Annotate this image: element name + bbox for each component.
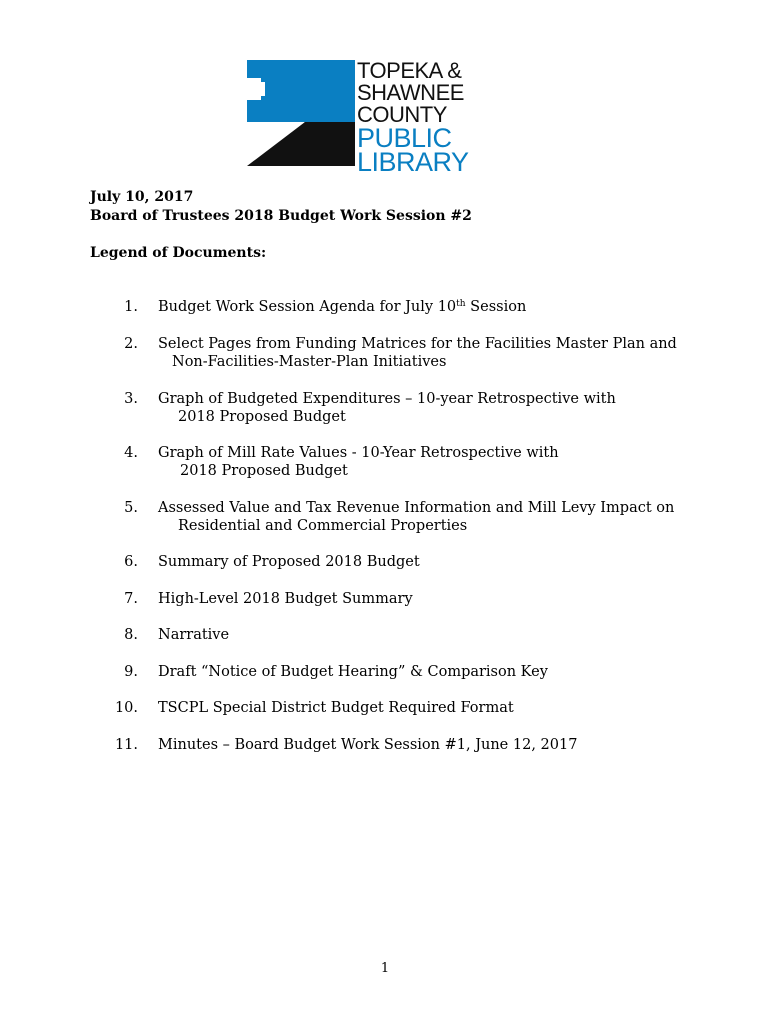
logo-line-2: SHAWNEE [357, 80, 464, 105]
list-item-number: 8. [124, 627, 138, 643]
list-item-number: 11. [114, 737, 138, 753]
list-item-text-part: Budget Work Session Agenda for July 10 [158, 299, 457, 315]
list-item-text: Graph of Mill Rate Values - 10-Year Retrospective with [158, 445, 559, 461]
list-item-number: 6. [124, 554, 138, 570]
list-item-number: 1. [124, 299, 138, 315]
list-item-number: 7. [124, 591, 138, 607]
list-item-text: Narrative [158, 627, 230, 643]
library-logo-mark-icon [247, 60, 355, 168]
list-item-text [158, 298, 526, 316]
list-item-text: TSCPL Special District Budget Required Format [158, 700, 514, 716]
list-item-text: Assessed Value and Tax Revenue Information and Mill Levy Impact on [158, 500, 675, 516]
logo-line-4: PUBLIC [357, 123, 452, 153]
document-date: July 10, 2017 [90, 189, 194, 205]
list-item-text-continued: 2018 Proposed Budget [180, 463, 348, 479]
list-item-text-part: Session [465, 299, 527, 315]
list-item-number: 10. [114, 700, 138, 716]
list-item-text-continued: Residential and Commercial Properties [178, 518, 468, 534]
logo-line-3: COUNTY [357, 102, 447, 127]
list-item-text: High-Level 2018 Budget Summary [158, 591, 413, 607]
list-item-number: 4. [124, 445, 138, 461]
logo-line-5: LIBRARY [357, 147, 469, 177]
document-title: Board of Trustees 2018 Budget Work Session #2 [90, 208, 472, 224]
list-item-text: Minutes – Board Budget Work Session #1, June 12, 2017 [158, 737, 578, 753]
list-item-text: Summary of Proposed 2018 Budget [158, 554, 420, 570]
legend-heading: Legend of Documents: [90, 245, 267, 261]
list-item-superscript: th [456, 299, 466, 309]
list-item-text-continued: 2018 Proposed Budget [178, 409, 346, 425]
library-logo [247, 58, 479, 177]
list-item-text: Draft “Notice of Budget Hearing” & Comparison Key [158, 664, 548, 680]
list-item-number: 3. [124, 391, 138, 407]
page-number: 1 [380, 961, 390, 976]
logo-line-1: TOPEKA & [357, 58, 462, 83]
list-item-number: 2. [124, 336, 138, 352]
list-item-text: Graph of Budgeted Expenditures – 10-year Retrospective with [158, 391, 616, 407]
list-item-number: 5. [124, 500, 138, 516]
list-item-number: 9. [124, 664, 138, 680]
library-logo-text [357, 58, 469, 177]
list-item-text: Select Pages from Funding Matrices for the Facilities Master Plan and [158, 336, 677, 352]
list-item-text-continued: Non-Facilities-Master-Plan Initiatives [172, 354, 447, 370]
